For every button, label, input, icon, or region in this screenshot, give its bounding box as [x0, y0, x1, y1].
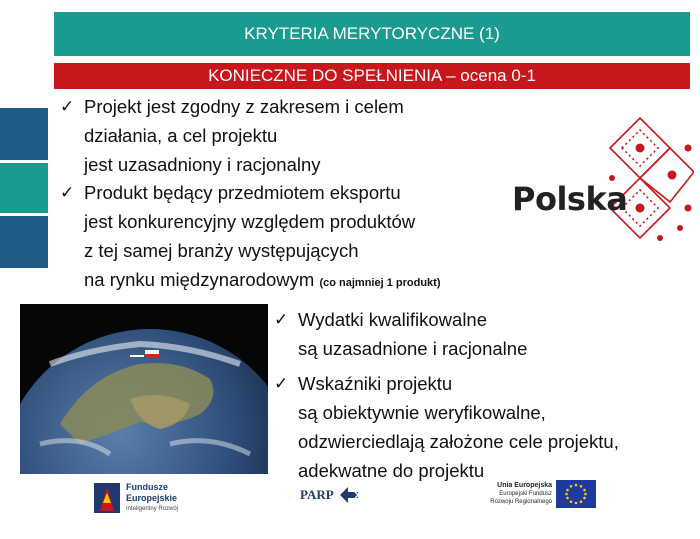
- eu-flag-icon: [556, 480, 596, 508]
- check-icon: ✓: [274, 310, 289, 329]
- slide-title: KRYTERIA MERYTORYCZNE (1): [54, 12, 690, 56]
- funds-logo: [92, 476, 202, 520]
- eu-logo: [480, 480, 596, 508]
- slide-subtitle: KONIECZNE DO SPEŁNIENIA – ocena 0-1: [54, 63, 690, 89]
- criterion-line: Wydatki kwalifikowalne: [298, 309, 488, 330]
- criterion-2: [60, 178, 441, 298]
- criterion-line-text: na rynku międzynarodowym: [84, 269, 315, 290]
- funds-line-3: Inteligentny Rozwój: [126, 505, 179, 512]
- criterion-line: działania, a cel projektu: [84, 125, 278, 146]
- eu-line-2: Europejski Fundusz: [499, 491, 552, 497]
- criterion-line: jest konkurencyjny względem produktów: [84, 211, 416, 232]
- criterion-line: jest uzasadniony i racjonalny: [84, 154, 321, 175]
- polska-logo: Polska: [512, 180, 628, 218]
- check-icon: ✓: [60, 183, 75, 202]
- parp-logo: [300, 484, 360, 506]
- criterion-1: [60, 92, 404, 179]
- eu-line-1: Unia Europejska: [497, 482, 552, 489]
- funds-logo-icon: [92, 481, 122, 515]
- criterion-3: [274, 305, 528, 363]
- polska-pattern-icon: [600, 108, 694, 248]
- parp-arrows-icon: [338, 484, 360, 506]
- parp-logo-text: PARP: [300, 487, 334, 502]
- criterion-line: Produkt będący przedmiotem eksportu: [84, 182, 401, 203]
- criterion-4: [274, 369, 619, 485]
- criterion-line: adekwatne do projektu: [298, 460, 485, 481]
- funds-line-1: Fundusze: [126, 481, 168, 492]
- criterion-line: Projekt jest zgodny z zakresem i celem: [84, 96, 404, 117]
- criterion-line: są obiektywnie weryfikowalne,: [298, 402, 546, 423]
- earth-globe-image: [20, 304, 268, 474]
- criterion-line: [84, 265, 440, 298]
- criterion-line: z tej samej branży występujących: [84, 240, 359, 261]
- funds-line-2: Europejskie: [126, 492, 178, 503]
- criterion-note: (co najmniej 1 produkt): [319, 277, 441, 289]
- criterion-line: są uzasadnione i racjonalne: [298, 338, 528, 359]
- criterion-line: Wskaźniki projektu: [298, 373, 453, 394]
- eu-line-3: Rozwoju Regionalnego: [490, 499, 552, 505]
- side-strip-blue-top: [0, 108, 48, 160]
- side-strip-teal: [0, 163, 48, 213]
- check-icon: ✓: [60, 97, 75, 116]
- side-strip-blue-bottom: [0, 216, 48, 268]
- criterion-line: odzwierciedlają założone cele projektu,: [298, 431, 619, 452]
- check-icon: ✓: [274, 374, 289, 393]
